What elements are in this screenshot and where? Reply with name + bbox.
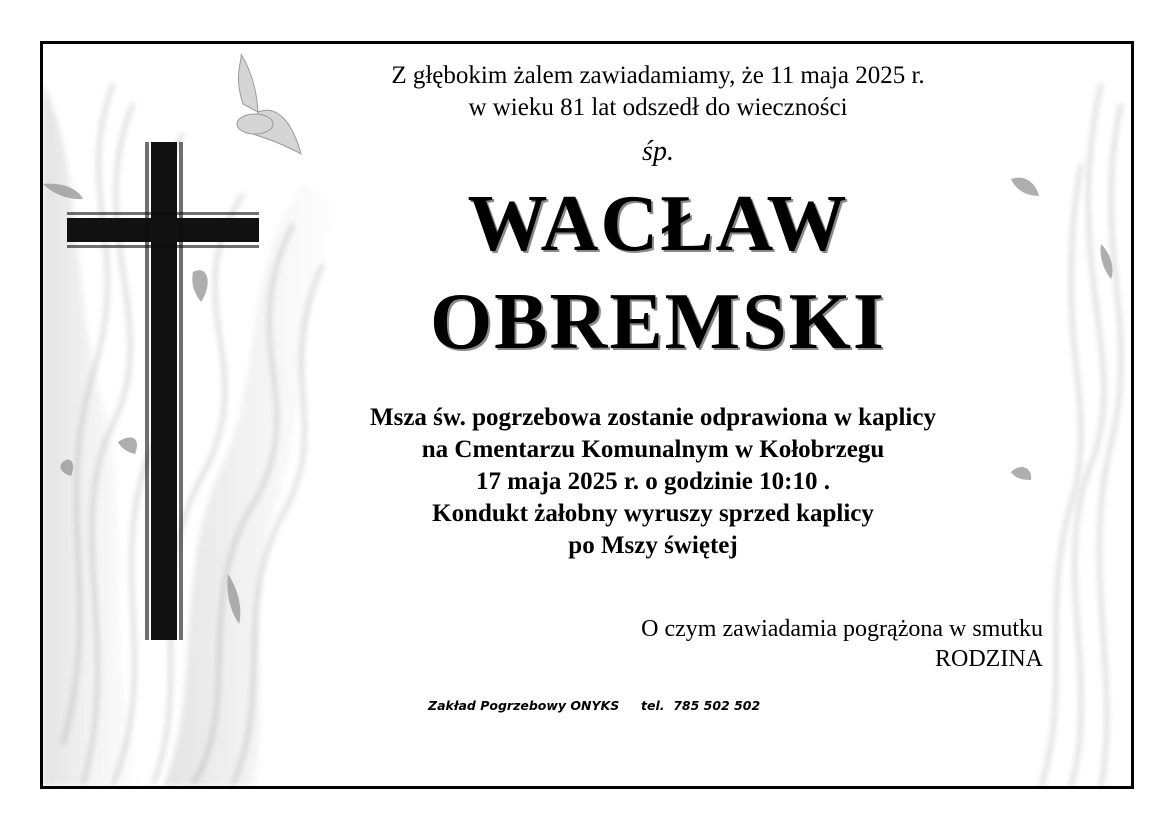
mass-line-3: 17 maja 2025 r. o godzinie 10:10 . — [476, 468, 830, 495]
funeral-home-phone: tel. 785 502 502 — [641, 698, 761, 713]
mass-line-5: po Mszy świętej — [568, 532, 738, 559]
dove-icon — [237, 54, 301, 154]
family-signature — [641, 614, 1043, 674]
mass-line-2: na Cmentarzu Komunalnym w Kołobrzegu — [421, 436, 885, 463]
deceased-first-name: WACŁAW — [467, 180, 849, 268]
mass-information — [243, 402, 1063, 562]
intro-text — [308, 60, 1008, 124]
cross-icon — [67, 142, 259, 642]
deceased-last-name: OBREMSKI — [429, 278, 887, 366]
mass-line-1: Msza św. pogrzebowa zostanie odprawiona w kaplicy — [370, 404, 936, 431]
funeral-home-footer — [428, 698, 760, 713]
mass-line-4: Kondukt żałobny wyruszy sprzed kaplicy — [432, 500, 874, 527]
intro-line-1: Z głębokim żalem zawiadamiamy, że 11 maja 2025 r. — [391, 62, 925, 89]
sp-abbreviation: śp. — [642, 136, 674, 167]
family-line-2: RODZINA — [935, 646, 1043, 672]
obituary-card — [40, 41, 1134, 789]
funeral-home-name: Zakład Pogrzebowy ONYKS — [428, 698, 620, 713]
intro-line-2: w wieku 81 lat odszedł do wieczności — [468, 94, 848, 121]
family-line-1: O czym zawiadamia pogrążona w smutku — [641, 616, 1043, 642]
